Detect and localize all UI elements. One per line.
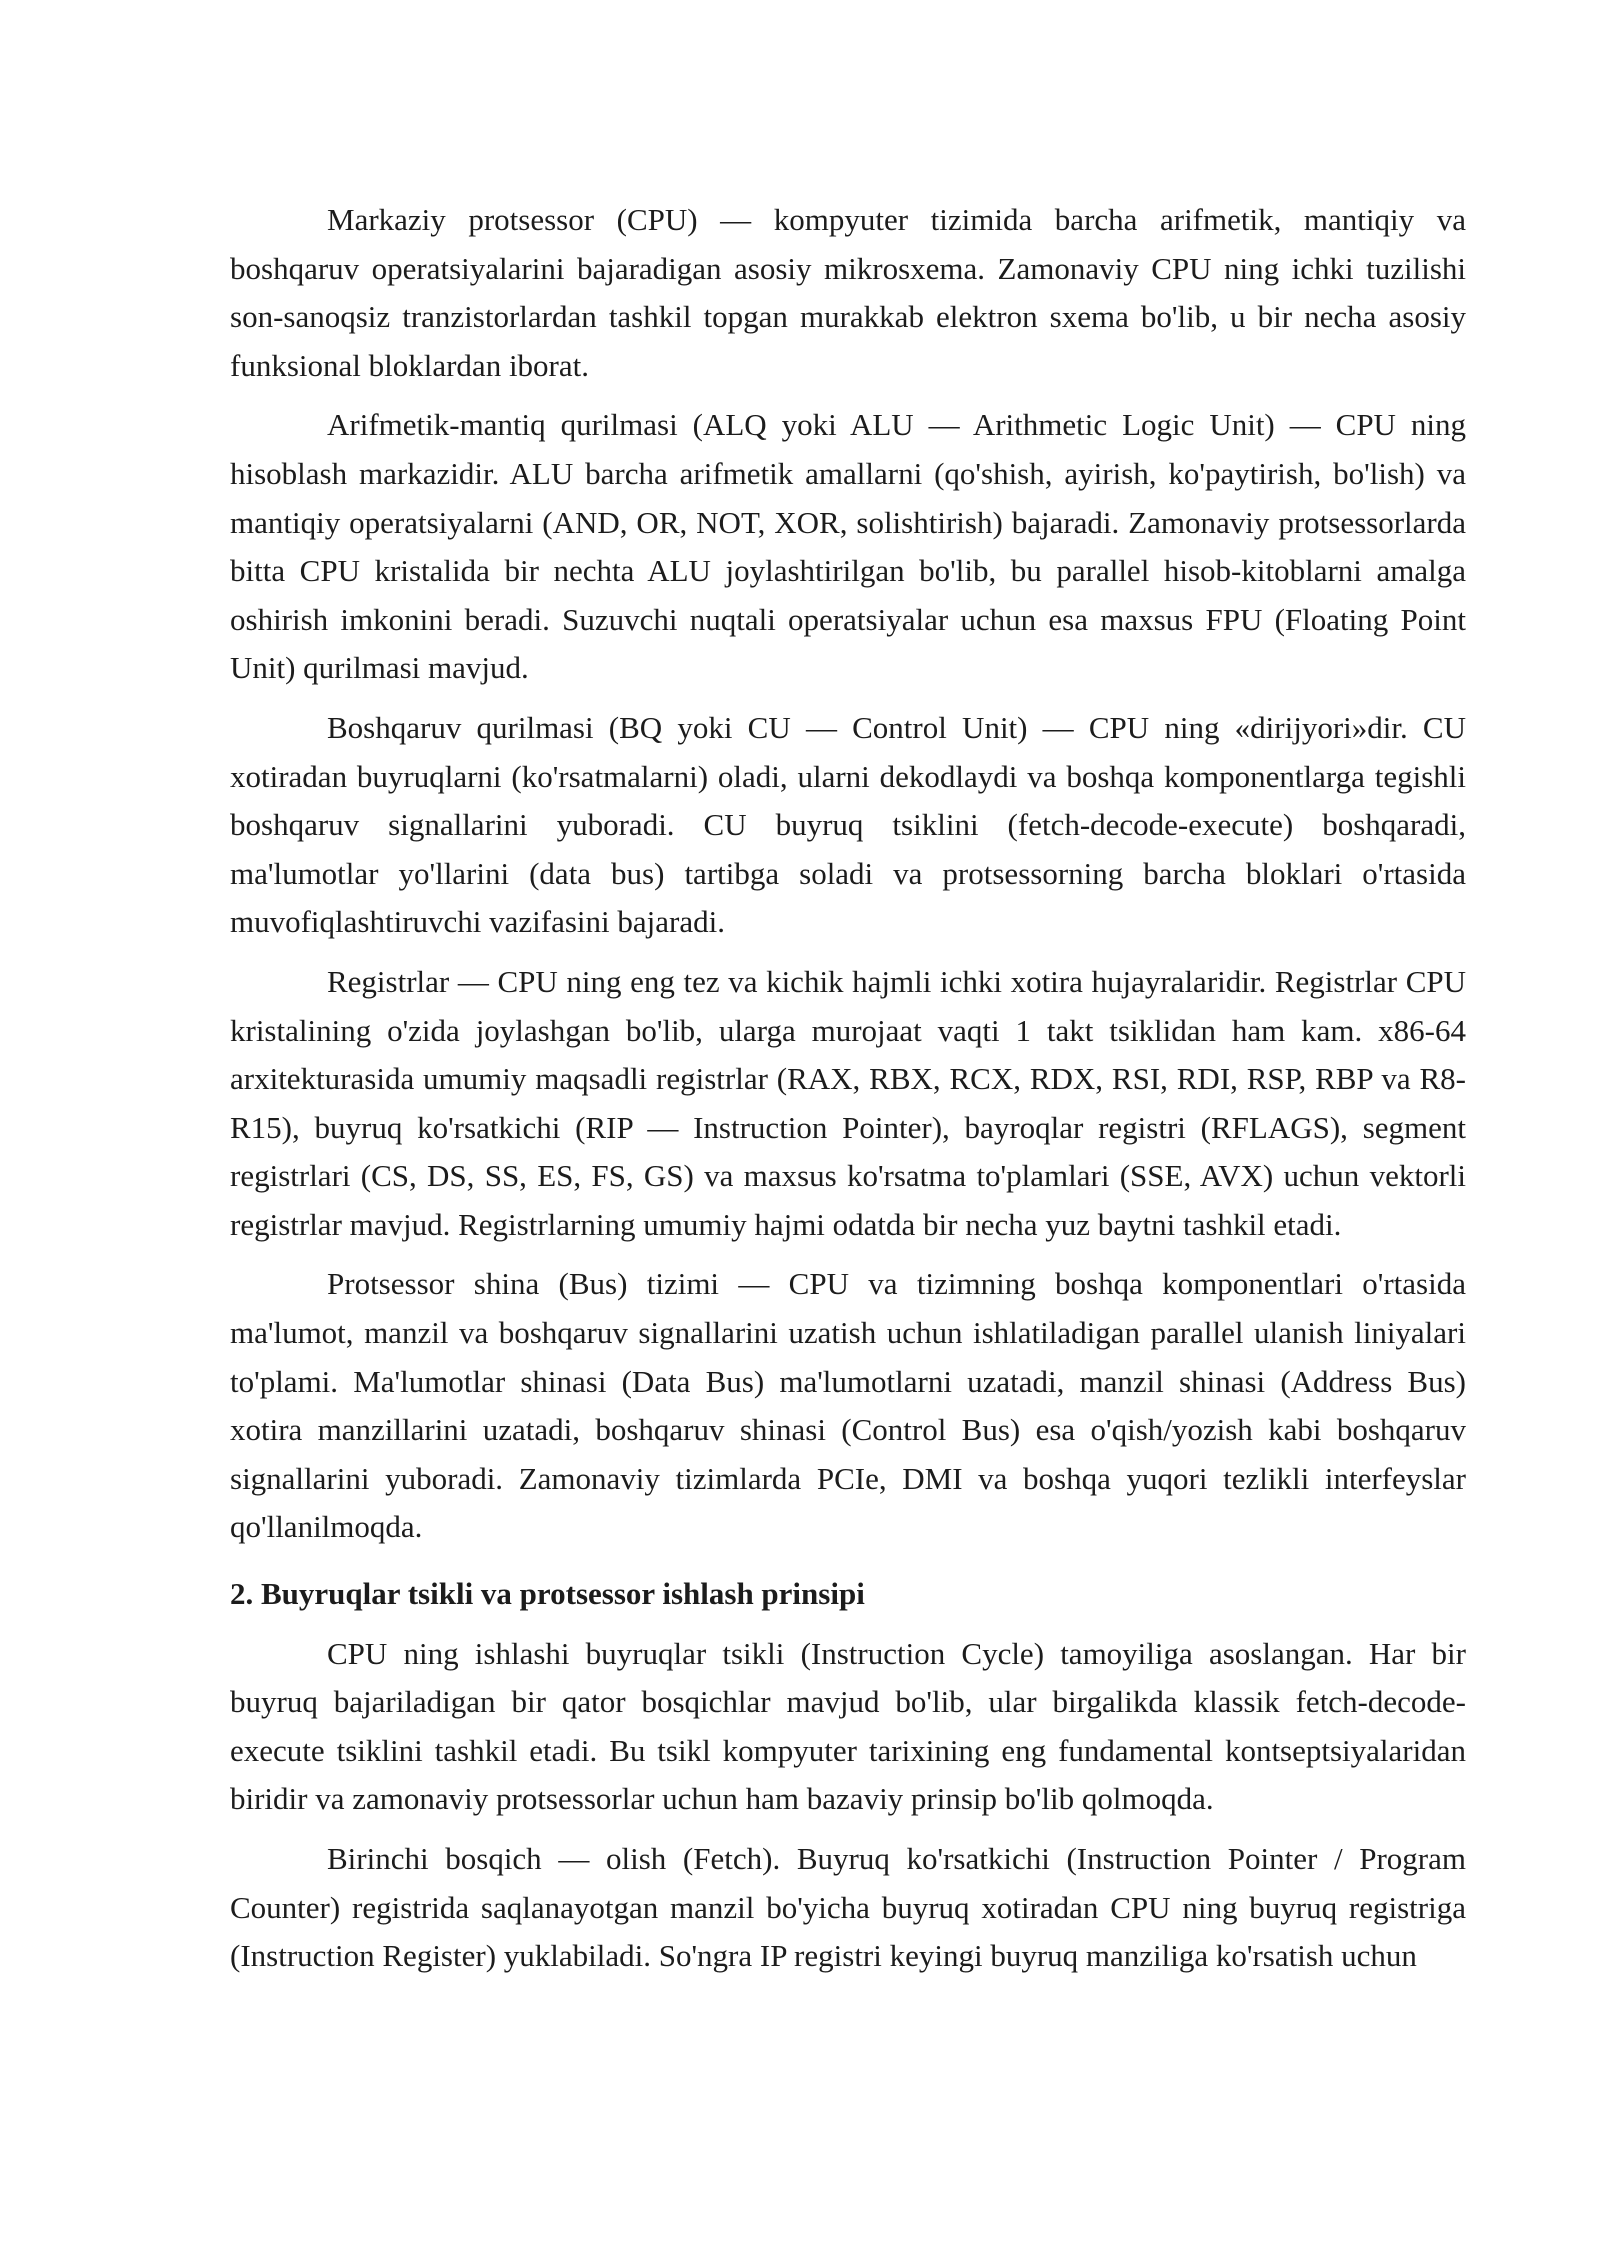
paragraph-cpu-intro: Markaziy protsessor (CPU) — kompyuter tizimida barcha arifmetik, mantiqiy va boshqaruv operatsiyalarini bajaradigan asosiy mikrosxema. Zamonaviy CPU ning ichki tuzilishi son-sanoqsiz tranzistorlardan tashkil topgan murakkab elektron sxema bo'lib, u bir necha asosiy funksional bloklardan iborat.	[230, 202, 1466, 383]
document-page	[230, 196, 1466, 1992]
paragraph-fetch-stage: Birinchi bosqich — olish (Fetch). Buyruq ko'rsatkichi (Instruction Pointer / Program Counter) registrida saqlanayotgan manzil bo'yicha buyruq xotiradan CPU ning buyruq registriga (Instruction Register) yuklabiladi. So'ngra IP registri keyingi buyruq manziliga ko'rsatish uchun	[230, 1841, 1466, 1974]
paragraph-registers: Registrlar — CPU ning eng tez va kichik hajmli ichki xotira hujayralaridir. Registrlar CPU kristalining o'zida joylashgan bo'lib, ularga murojaat vaqti 1 takt tsiklidan ham kam. x86-64 arxitekturasida umumiy maqsadli registrlar (RAX, RBX, RCX, RDX, RSI, RDI, RSP, RBP va R8-R15), buyruq ko'rsatkichi (RIP — Instruction Pointer), bayroqlar registri (RFLAGS), segment registrlari (CS, DS, SS, ES, FS, GS) va maxsus ko'rsatma to'plamlari (SSE, AVX) uchun vektorli registrlar mavjud. Registrlarning umumiy hajmi odatda bir necha yuz baytni tashkil etadi.	[230, 963, 1466, 1242]
paragraph-alu: Arifmetik-mantiq qurilmasi (ALQ yoki ALU — Arithmetic Logic Unit) — CPU ning hisoblash markazidir. ALU barcha arifmetik amallarni (qo'shish, ayirish, ko'paytirish, bo'lish) va mantiqiy operatsiyalarni (AND, OR, NOT, XOR, solishtirish) bajaradi. Zamonaviy protsessorlarda bitta CPU kristalida bir nechta ALU joylashtirilgan bo'lib, bu parallel hisob-kitoblarni amalga oshirish imkonini beradi. Suzuvchi nuqtali operatsiyalar uchun esa maxsus FPU (Floating Point Unit) qurilmasi mavjud.	[230, 407, 1466, 686]
paragraph-instruction-cycle: CPU ning ishlashi buyruqlar tsikli (Instruction Cycle) tamoyiliga asoslangan. Har bir buyruq bajariladigan bir qator bosqichlar mavjud bo'lib, ular birgalikda klassik fetch-decode-execute tsiklini tashkil etadi. Bu tsikl kompyuter tarixining eng fundamental kontseptsiyalaridan biridir va zamonaviy protsessorlar uchun ham bazaviy prinsip bo'lib qolmoqda.	[230, 1635, 1466, 1817]
paragraph-bus-system: Protsessor shina (Bus) tizimi — CPU va tizimning boshqa komponentlari o'rtasida ma'lumot, manzil va boshqaruv signallarini uzatish uchun ishlatiladigan parallel ulanish liniyalari to'plami. Ma'lumotlar shinasi (Data Bus) ma'lumotlarni uzatadi, manzil shinasi (Address Bus) xotira manzillarini uzatadi, boshqaruv shinasi (Control Bus) esa o'qish/yozish kabi boshqaruv signallarini yuboradi. Zamonaviy tizimlarda PCIe, DMI va boshqa yuqori tezlikli interfeyslar qo'llanilmoqda.	[230, 1266, 1466, 1545]
section-heading-instruction-cycle: 2. Buyruqlar tsikli va protsessor ishlash prinsipi	[230, 1576, 865, 1612]
paragraph-control-unit: Boshqaruv qurilmasi (BQ yoki CU — Control Unit) — CPU ning «dirijyori»dir. CU xotiradan buyruqlarni (ko'rsatmalarni) oladi, ularni dekodlaydi va boshqa komponentlarga tegishli boshqaruv signallarini yuboradi. CU buyruq tsiklini (fetch-decode-execute) boshqaradi, ma'lumotlar yo'llarini (data bus) tartibga soladi va protsessorning barcha bloklari o'rtasida muvofiqlashtiruvchi vazifasini bajaradi.	[230, 709, 1466, 940]
